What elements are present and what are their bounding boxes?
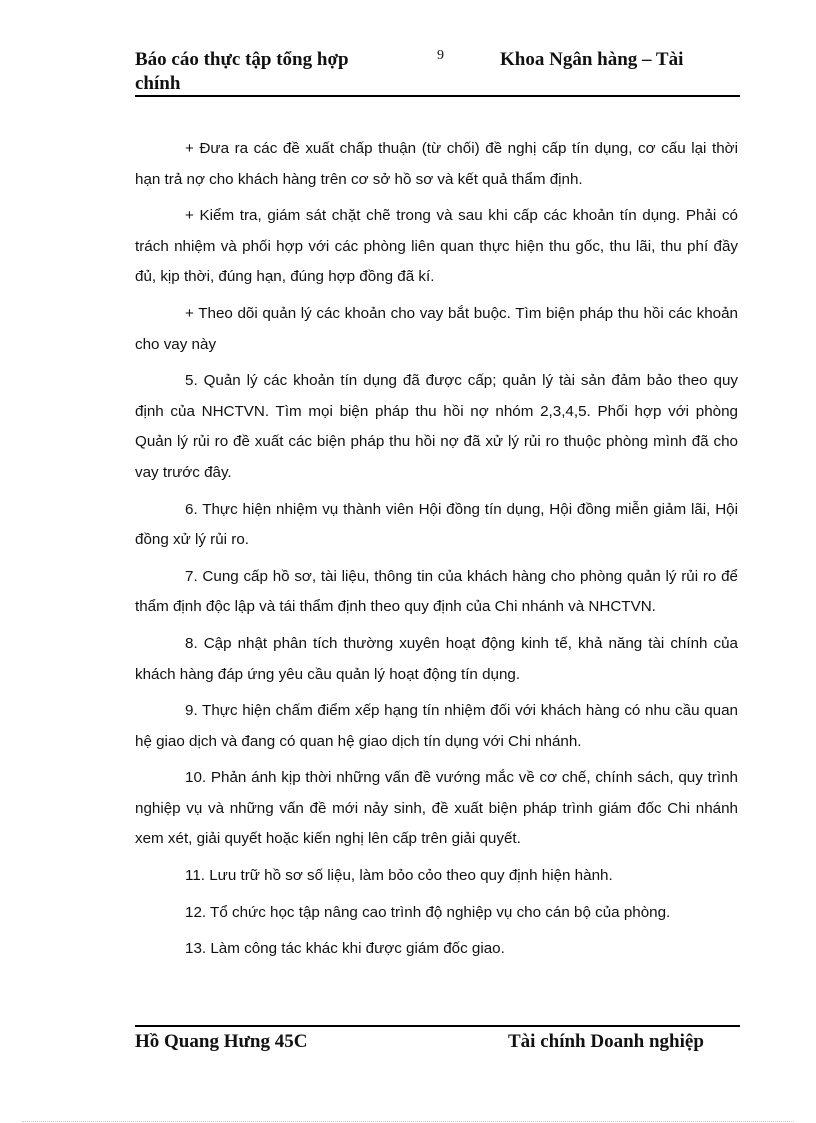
header-report-title: Báo cáo thực tập tổng hợp chính [135,49,349,94]
footer-author: Hồ Quang Hưng 45C [135,1031,308,1052]
paragraph: 10. Phản ánh kịp thời những vấn đề vướng mắc về cơ chế, chính sách, quy trình nghiệp vụ và những vấn đề mới nảy sinh, đề xuất biện pháp trình giám đốc Chi nhánh xem xét, giải quyết hoặc kiến nghị lên cấp trên giải quyết. [135,769,738,848]
header-divider [135,95,740,97]
footer-divider [135,1025,740,1027]
paragraph: 13. Làm công tác khác khi được giám đốc giao. [185,940,505,958]
paragraph: 11. Lưu trữ hồ sơ số liệu, làm bỏo cỏo theo quy định hiện hành. [185,867,613,885]
paragraph: + Kiểm tra, giám sát chặt chẽ trong và sau khi cấp các khoản tín dụng. Phải có trách nhiệm và phối hợp với các phòng liên quan thực hiện thu gốc, thu lãi, thu phí đầy đủ, kịp thời, đúng hạn, đúng hợp đồng đã kí. [135,207,738,286]
page-header [135,48,740,96]
paragraph: 7. Cung cấp hồ sơ, tài liệu, thông tin của khách hàng cho phòng quản lý rủi ro để thẩm định độc lập và tái thẩm định theo quy định của Chi nhánh và NHCTVN. [135,567,738,616]
paragraph: 6. Thực hiện nhiệm vụ thành viên Hội đồng tín dụng, Hội đồng miễn giảm lãi, Hội đồng xử lý rủi ro. [135,500,738,549]
header-faculty: Khoa Ngân hàng – Tài [500,49,684,70]
paragraph: 8. Cập nhật phân tích thường xuyên hoạt động kinh tế, khả năng tài chính của khách hàng đáp ứng yêu cầu quản lý hoạt động tín dụng. [135,634,738,683]
footer-major: Tài chính Doanh nghiệp [508,1031,704,1052]
body-text [135,134,738,971]
paragraph: 9. Thực hiện chấm điểm xếp hạng tín nhiệm đối với khách hàng có nhu cầu quan hệ giao dịch và đang có quan hệ giao dịch tín dụng với Chi nhánh. [135,702,738,750]
paragraph: 5. Quản lý các khoản tín dụng đã được cấp; quản lý tài sản đảm bảo theo quy định của NHCTVN. Tìm mọi biện pháp thu hồi nợ nhóm 2,3,4,5. Phối hợp với phòng Quản lý rủi ro đề xuất các biện pháp thu hồi nợ đã xử lý rủi ro thuộc phòng mình đã cho vay trước đây. [135,372,738,481]
page-edge-divider [22,1121,794,1122]
page-number: 9 [437,48,444,63]
paragraph: 12. Tổ chức học tập nâng cao trình độ nghiệp vụ cho cán bộ của phòng. [185,903,671,921]
page-footer [135,1030,740,1080]
paragraph: + Theo dõi quản lý các khoản cho vay bắt buộc. Tìm biện pháp thu hồi các khoản cho vay này [135,304,738,353]
paragraph: + Đưa ra các đề xuất chấp thuận (từ chối) đề nghị cấp tín dụng, cơ cấu lại thời hạn trả nợ cho khách hàng trên cơ sở hồ sơ và kết quả thẩm định. [135,140,738,188]
